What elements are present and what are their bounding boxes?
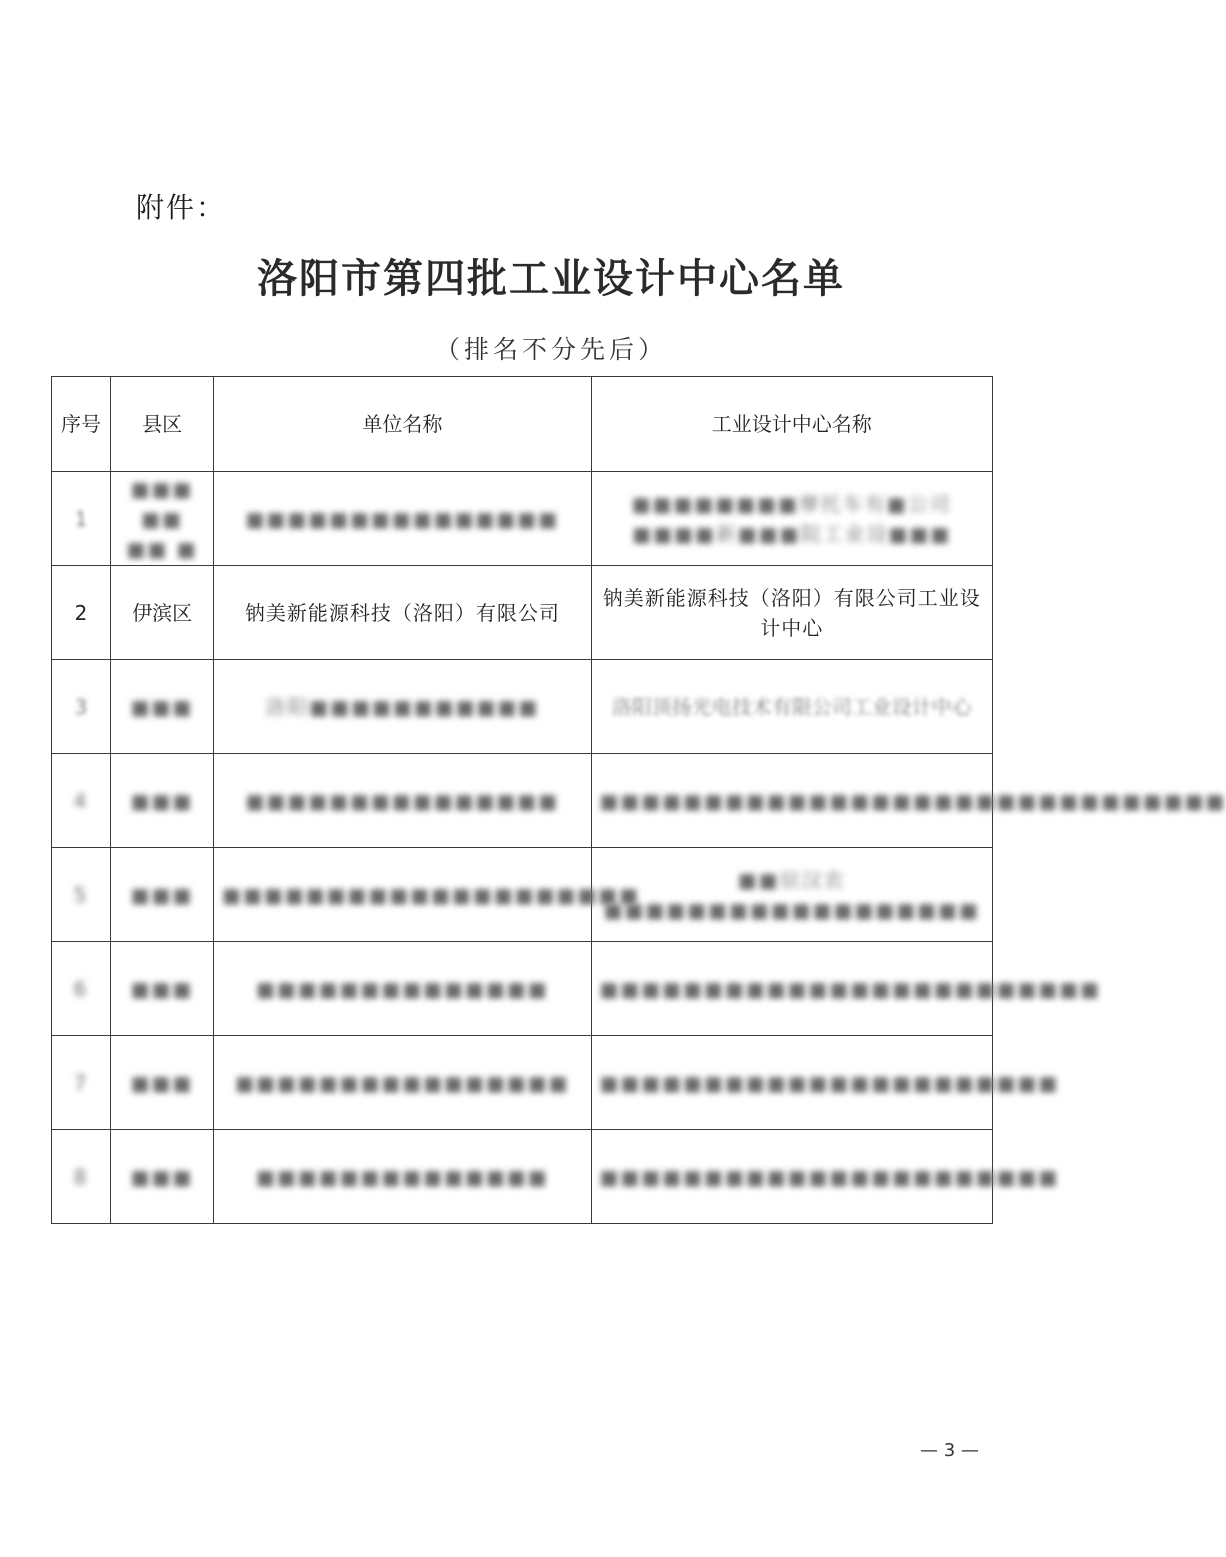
page-number: — 3 — <box>920 1440 979 1461</box>
row-unit: ■■■■■■■■■■■■■■ <box>214 942 591 1036</box>
header-district: 县区 <box>111 377 214 472</box>
table-header-row <box>52 377 993 472</box>
row-index: 3 <box>52 660 111 754</box>
row-district: ■■■ <box>111 942 214 1036</box>
table-row <box>52 754 993 848</box>
row-center: ■■■■■■■■摩托车有■公司■■■■新■■■院工业设■■■ <box>591 472 992 566</box>
table-row <box>52 660 993 754</box>
row-center: 钠美新能源科技（洛阳）有限公司工业设计中心 <box>591 566 992 660</box>
row-district: ■■■ <box>111 1036 214 1130</box>
row-index: 2 <box>52 566 111 660</box>
row-unit: ■■■■■■■■■■■■■■■ <box>214 754 591 848</box>
row-unit: 洛阳■■■■■■■■■■■ <box>214 660 591 754</box>
document-subtitle: （排名不分先后） <box>434 335 667 364</box>
table-row <box>52 1130 993 1224</box>
attachment-label: 附件： <box>136 191 227 224</box>
table-row <box>52 942 993 1036</box>
header-center: 工业设计中心名称 <box>591 377 992 472</box>
header-unit: 单位名称 <box>214 377 591 472</box>
header-index: 序号 <box>52 377 111 472</box>
table-row <box>52 1036 993 1130</box>
row-district: ■■■ <box>111 848 214 942</box>
table-row <box>52 566 993 660</box>
row-index: 1 <box>52 472 111 566</box>
row-center: ■■■■■■■■■■■■■■■■■■■■■■■■■■■■■■ <box>591 754 992 848</box>
row-district: ■■■ <box>111 1130 214 1224</box>
row-index: 6 <box>52 942 111 1036</box>
row-center: ■■辰汉农■■■■■■■■■■■■■■■■■■ <box>591 848 992 942</box>
row-center: 洛阳顶扬光电技术有限公司工业设计中心 <box>591 660 992 754</box>
row-unit: 钠美新能源科技（洛阳）有限公司 <box>214 566 591 660</box>
row-center: ■■■■■■■■■■■■■■■■■■■■■■ <box>591 1130 992 1224</box>
document-title: 洛阳市第四批工业设计中心名单 <box>257 255 845 302</box>
row-index: 7 <box>52 1036 111 1130</box>
row-index: 4 <box>52 754 111 848</box>
row-index: 5 <box>52 848 111 942</box>
row-index: 8 <box>52 1130 111 1224</box>
row-unit: ■■■■■■■■■■■■■■■■ <box>214 1036 591 1130</box>
row-district: ■■■ <box>111 660 214 754</box>
row-district: ■■■ ■■ ■■ ■ <box>111 472 214 566</box>
row-unit: ■■■■■■■■■■■■■■■ <box>214 472 591 566</box>
row-center: ■■■■■■■■■■■■■■■■■■■■■■■■ <box>591 942 992 1036</box>
table-row <box>52 472 993 566</box>
row-unit: ■■■■■■■■■■■■■■■■■■■■ <box>214 848 591 942</box>
design-center-table <box>51 376 1226 1224</box>
row-district: 伊滨区 <box>111 566 214 660</box>
row-center: ■■■■■■■■■■■■■■■■■■■■■■ <box>591 1036 992 1130</box>
row-district: ■■■ <box>111 754 214 848</box>
row-unit: ■■■■■■■■■■■■■■ <box>214 1130 591 1224</box>
table-row <box>52 848 993 942</box>
